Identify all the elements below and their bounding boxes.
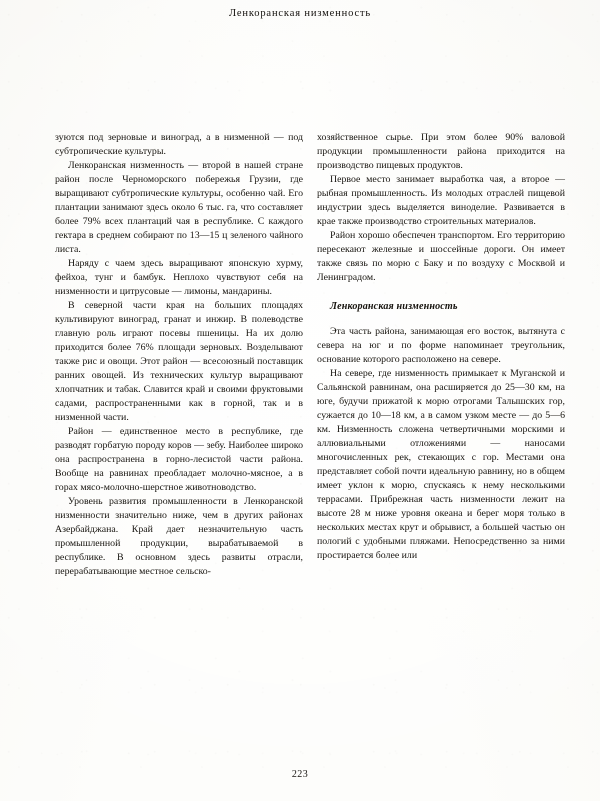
paragraph: В северной части края на больших площадях культивируют виноград, гранат и инжир. В полеводстве главную роль играют посевы пшеницы. На их долю приходится более 76% площади зерновых. Возделывают также рис и овощи. Этот район — всесоюзный поставщик ранних овощей. Из технических культур выращивают хлопчатник и табак. Славится край и своими фруктовыми садами, распространенными как в горной, так и в низменной части.: [55, 300, 303, 424]
paragraph: Наряду с чаем здесь выращивают японскую хурму, фейхоа, тунг и бамбук. Неплохо чувствуют себя на низменности и цитрусовые — лимоны, мандарины.: [55, 258, 303, 298]
running-header: Ленкоранская низменность: [228, 8, 372, 19]
paragraph: На севере, где низменность примыкает к Муганской и Сальянской равнинам, она расширяется до 25—30 км, на юге, будучи прижатой к морю отрогами Талышских гор, сужается до 10—18 км, а в самом узком месте — до 5—6 км. Низменность сложена четвертичными морскими и аллювиальными отложениями — наносами многочисленных рек, стекающих с гор. Местами она представляет собой почти идеальную равнину, но в общем имеет уклон к морю, спускаясь к нему несколькими террасами. Прибрежная часть низменности лежит на высоте 28 м ниже уровня океана и берег моря только в нескольких местах крут и обрывист, а большей частью он пологий с удобными пляжами. Непосредственно за ними простирается более или: [317, 368, 565, 562]
paragraph: Уровень развития промышленности в Ленкоранской низменности значительно ниже, чем в других районах Азербайджана. Край дает незначительную часть промышленной продукции, вырабатываемой в республике. В основном здесь развиты отрасли, перерабатывающие местное сельско-: [55, 496, 303, 578]
paragraph: Район — единственное место в республике, где разводят горбатую породу коров — зебу. Наиболее широко она распространена в горно-лесистой части района. Вообще на равнинах преобладает молочно-мясное, а в горах мясо-молочно-шерстное животноводство.: [55, 426, 303, 494]
right-text-column: [317, 131, 565, 751]
left-text-column: [55, 131, 303, 751]
two-column-text-body: [55, 131, 565, 751]
paragraph: Первое место занимает выработка чая, а второе — рыбная промышленность. Из молодых отраслей пищевой индустрии здесь выделяется виноделие. Развивается в крае также производство строительных материалов.: [317, 174, 565, 228]
page-number: 223: [291, 769, 309, 780]
paragraph: зуются под зерновые и виноград, а в низменной — под субтропические культуры.: [55, 132, 303, 158]
paragraph: Эта часть района, занимающая его восток, вытянута с севера на юг и по форме напоминает треугольник, основание которого расположено на севере.: [317, 326, 565, 366]
paragraph: хозяйственное сырье. При этом более 90% валовой продукции промышленности района приходится на производство пищевых продуктов.: [317, 132, 565, 172]
paragraph: Ленкоранская низменность — второй в нашей стране район после Черноморского побережья Грузии, где выращивают субтропические культуры, особенно чай. Его плантации занимают здесь около 6 тыс. га, что составляет более 79% всех плантаций чая в республике. С каждого гектара в среднем собирают по 13—15 ц зеленого чайного листа.: [55, 160, 303, 256]
section-heading: Ленкоранская низменность: [330, 301, 458, 313]
paragraph: Район хорошо обеспечен транспортом. Его территорию пересекают железные и шоссейные дороги. Он имеет также связь по морю с Баку и по воздуху с Москвой и Ленинградом.: [317, 230, 565, 284]
